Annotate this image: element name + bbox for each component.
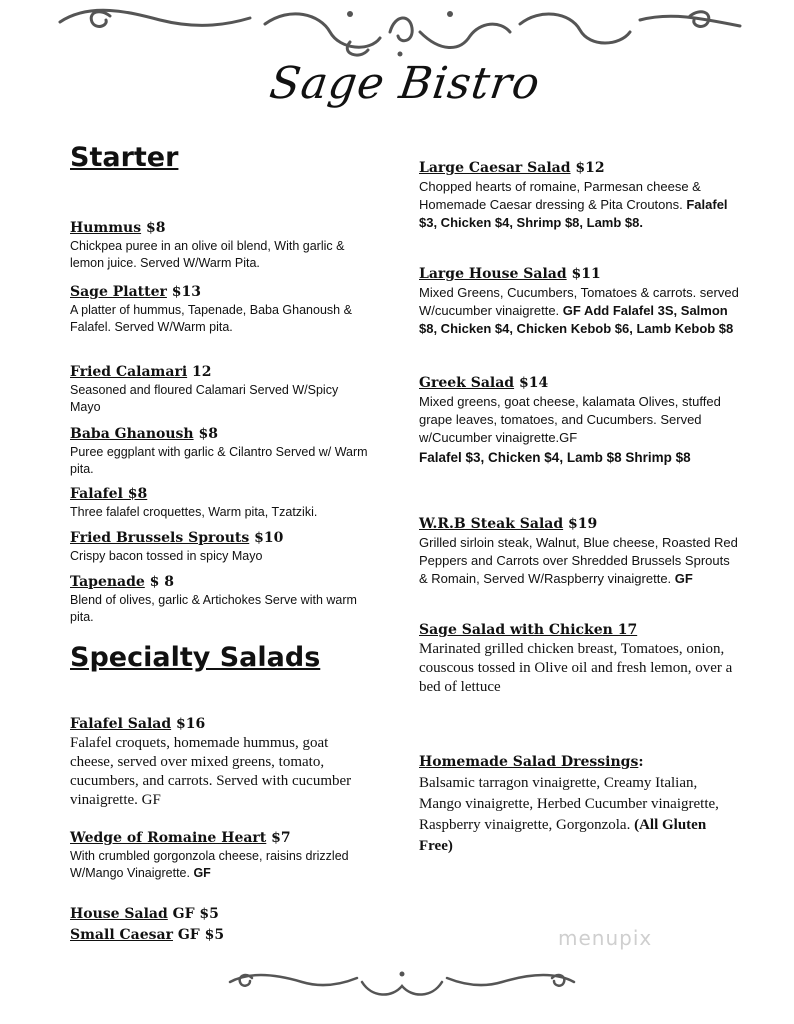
item-name: Large House Salad [419, 266, 567, 282]
item-name: Hummus [70, 220, 142, 236]
item-name: Greek Salad [419, 375, 515, 391]
menu-item [419, 266, 739, 338]
item-name: Baba Ghanoush [70, 426, 194, 442]
item-addons: Falafel $3, Chicken $4, Lamb $8 Shrimp $8 [419, 450, 691, 465]
dressings-list: Balsamic tarragon vinaigrette, Creamy Italian, Mango vinaigrette, Herbed Cucumber vinaigrette, Raspberry vinaigrette, Gorgonzola. [419, 775, 719, 833]
item-description: With crumbled gorgonzola cheese, raisins drizzled W/Mango Vinaigrette. [70, 849, 349, 880]
dressings-heading-colon: : [638, 754, 644, 770]
menu-item [70, 830, 370, 882]
item-price: $ 8 [144, 574, 175, 590]
item-price: $10 [249, 530, 284, 546]
starter-heading: Starter [70, 142, 179, 173]
item-name: W.R.B Steak Salad [419, 516, 564, 532]
item-description: Three falafel croquettes, Warm pita, Tzatziki. [70, 505, 318, 519]
gluten-free-note: (All Gluten Free) [419, 817, 707, 854]
item-gf-tag: GF [189, 866, 211, 880]
item-name: Large Caesar Salad [419, 160, 571, 176]
item-addons: GF Add Falafel 3S, Salmon $8, Chicken $4, Chicken Kebob $6, Lamb Kebob $8 [419, 303, 734, 336]
item-price: 12 [187, 364, 212, 380]
item-price: $8 [193, 426, 218, 442]
item-description: Crispy bacon tossed in spicy Mayo [70, 549, 263, 563]
item-price: $13 [166, 284, 201, 300]
item-price: $14 [514, 375, 549, 391]
item-addons: Falafel $3, Chicken $4, Shrimp $8, Lamb $8. [419, 197, 728, 230]
item-name: Sage Platter [70, 284, 167, 300]
bottom-flourish-ornament [222, 968, 582, 1004]
item-price: $16 [171, 716, 206, 732]
item-description: Chickpea puree in an olive oil blend, With garlic & lemon juice. Served W/Warm Pita. [70, 239, 345, 270]
item-name: Falafel Salad [70, 716, 172, 732]
item-name: Falafel $8 [70, 486, 148, 502]
menupix-watermark: menupix [558, 926, 653, 950]
item-name: Wedge of Romaine Heart [70, 830, 267, 846]
item-description: Marinated grilled chicken breast, Tomatoes, onion, couscous tossed in Olive oil and fresh lemon, over a bed of lettuce [419, 641, 733, 695]
menu-item [70, 574, 370, 626]
item-name: House Salad [70, 906, 168, 922]
item-price: $7 [266, 830, 291, 846]
item-description: Grilled sirloin steak, Walnut, Blue cheese, Roasted Red Peppers and Carrots over Shredded Brussels Sprouts & Romain, Served W/Raspberry vinaigrette. [419, 535, 738, 586]
menu-item [70, 906, 370, 923]
menu-item [419, 516, 739, 588]
restaurant-title: Sage Bistro [266, 58, 544, 109]
menu-item [70, 530, 370, 565]
menu-item [70, 426, 370, 478]
menu-item [70, 220, 370, 272]
item-name: Tapenade [70, 574, 145, 590]
item-name: Fried Brussels Sprouts [70, 530, 250, 546]
menu-item [70, 486, 370, 521]
item-gf-tag: GF [671, 571, 693, 586]
menu-item [70, 716, 370, 810]
menu-item [419, 375, 739, 468]
item-description: Falafel croquets, homemade hummus, goat cheese, served over mixed greens, tomato, cucumbers, and carrots. Served with cucumber vinaigrette. GF [70, 735, 352, 808]
item-price: $19 [563, 516, 598, 532]
item-price: GF $5 [167, 906, 219, 922]
dressings-heading: Homemade Salad Dressings [419, 754, 639, 770]
item-description: Chopped hearts of romaine, Parmesan cheese & Homemade Caesar dressing & Pita Croutons. [419, 179, 701, 212]
item-name: Sage Salad with Chicken 17 [419, 622, 638, 638]
item-price: $12 [570, 160, 605, 176]
item-name: Fried Calamari [70, 364, 188, 380]
item-description: Mixed greens, goat cheese, kalamata Olives, stuffed grape leaves, tomatoes, and Cucumbers. Served w/Cucumber vinaigrette.GF [419, 394, 721, 445]
item-description: A platter of hummus, Tapenade, Baba Ghanoush & Falafel. Served W/Warm pita. [70, 303, 352, 334]
menu-item [419, 160, 739, 232]
left-column [70, 142, 370, 962]
item-name: Small Caesar [70, 927, 173, 943]
menu-item [70, 284, 370, 336]
dressings-section [419, 754, 739, 857]
item-price: GF $5 [172, 927, 225, 943]
menu-item [70, 927, 370, 944]
item-price: $11 [566, 266, 601, 282]
right-column [419, 160, 739, 880]
menu-item [419, 622, 739, 697]
item-description: Seasoned and floured Calamari Served W/Spicy Mayo [70, 383, 339, 414]
menu-item [70, 364, 370, 416]
item-description: Puree eggplant with garlic & Cilantro Served w/ Warm pita. [70, 445, 368, 476]
item-price: $8 [141, 220, 166, 236]
item-description: Blend of olives, garlic & Artichokes Serve with warm pita. [70, 593, 357, 624]
specialty-salads-heading: Specialty Salads [70, 642, 321, 673]
item-description: Mixed Greens, Cucumbers, Tomatoes & carrots. served W/cucumber vinaigrette. [419, 285, 739, 318]
top-flourish-ornament [50, 2, 750, 62]
